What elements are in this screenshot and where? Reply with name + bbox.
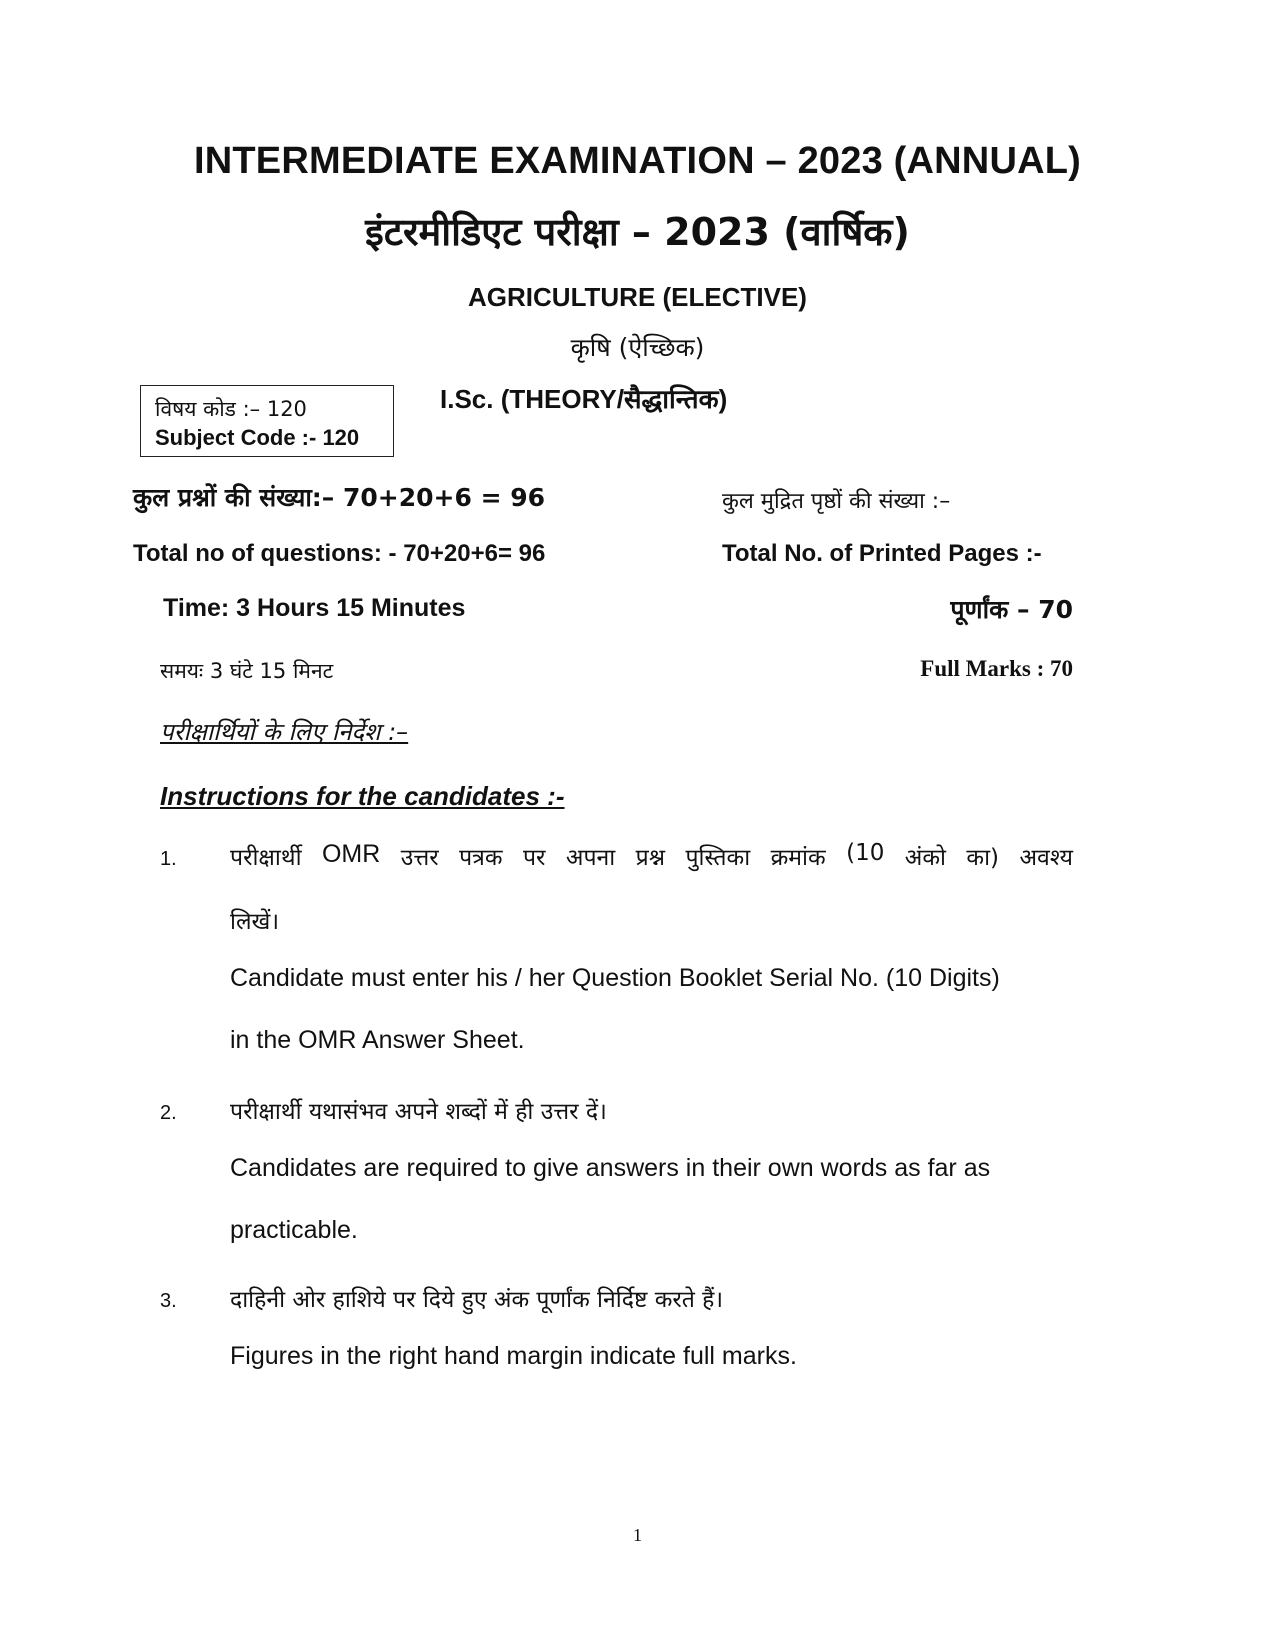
- word: परीक्षार्थी: [230, 845, 302, 871]
- instruction-3-english-line1: Figures in the right hand margin indicate full marks.: [230, 1342, 797, 1370]
- full-marks-hindi: पूर्णांक – 70: [950, 595, 1073, 624]
- subject-code-box: [140, 385, 394, 457]
- printed-pages-hindi: कुल मुद्रित पृष्ठों की संख्या :–: [722, 489, 951, 514]
- instruction-number: 3.: [160, 1290, 177, 1312]
- exam-title-english: INTERMEDIATE EXAMINATION – 2023 (ANNUAL): [194, 140, 1081, 182]
- word: प्रश्न: [635, 845, 666, 871]
- instruction-3-hindi-line1: दाहिनी ओर हाशिये पर दिये हुए अंक पूर्णांक निर्दिष्ट करते हैं।: [230, 1287, 724, 1313]
- exam-title-hindi: इंटरमीडिएट परीक्षा – 2023 (वार्षिक): [365, 210, 910, 254]
- word: पर: [522, 845, 546, 871]
- time-english: Time: 3 Hours 15 Minutes: [163, 594, 466, 622]
- instruction-1-english-line1: Candidate must enter his / her Question Booklet Serial No. (10 Digits): [230, 964, 1000, 992]
- instruction-number: 1.: [160, 848, 177, 870]
- word: अपना: [565, 845, 616, 871]
- instruction-2-hindi-line1: परीक्षार्थी यथासंभव अपने शब्दों में ही उत्तर दें।: [230, 1099, 607, 1125]
- printed-pages-english: Total No. of Printed Pages :-: [722, 540, 1042, 567]
- subject-code-english: Subject Code :- 120: [155, 425, 360, 450]
- subject-name-english: AGRICULTURE (ELECTIVE): [468, 282, 807, 312]
- word: पुस्तिका: [685, 845, 751, 871]
- instruction-1-english-line2: in the OMR Answer Sheet.: [230, 1026, 525, 1054]
- word: (10: [846, 840, 885, 866]
- stream-label: I.Sc. (THEORY/सैद्धान्तिक): [440, 384, 728, 414]
- instruction-2-english-line1: Candidates are required to give answers in their own words as far as: [230, 1154, 991, 1182]
- total-questions-hindi: कुल प्रश्नों की संख्या:– 70+20+6 = 96: [133, 483, 546, 512]
- word: क्रमांक: [770, 845, 826, 871]
- word: OMR: [321, 840, 381, 868]
- full-marks-english: Full Marks : 70: [920, 656, 1073, 681]
- instruction-number: 2.: [160, 1102, 177, 1124]
- subject-name-hindi: कृषि (ऐच्छिक): [570, 333, 705, 362]
- page-number: 1: [633, 1525, 642, 1545]
- total-questions-english: Total no of questions: - 70+20+6= 96: [133, 540, 546, 567]
- time-hindi: समयः 3 घंटे 15 मिनट: [160, 659, 334, 683]
- instruction-1-hindi-line2: लिखें।: [230, 909, 280, 935]
- subject-code-hindi: विषय कोड :– 120: [155, 397, 307, 421]
- instruction-1-hindi-line1: [230, 840, 1073, 872]
- word: अवश्य: [1019, 845, 1073, 871]
- word: का): [966, 845, 1000, 871]
- instructions-heading-hindi: परीक्षार्थियों के लिए निर्देश :–: [160, 718, 409, 746]
- word: पत्रक: [459, 845, 503, 871]
- word: अंको: [904, 845, 946, 871]
- instructions-heading-english: Instructions for the candidates :-: [160, 781, 565, 811]
- instruction-2-english-line2: practicable.: [230, 1216, 358, 1244]
- word: उत्तर: [400, 845, 439, 871]
